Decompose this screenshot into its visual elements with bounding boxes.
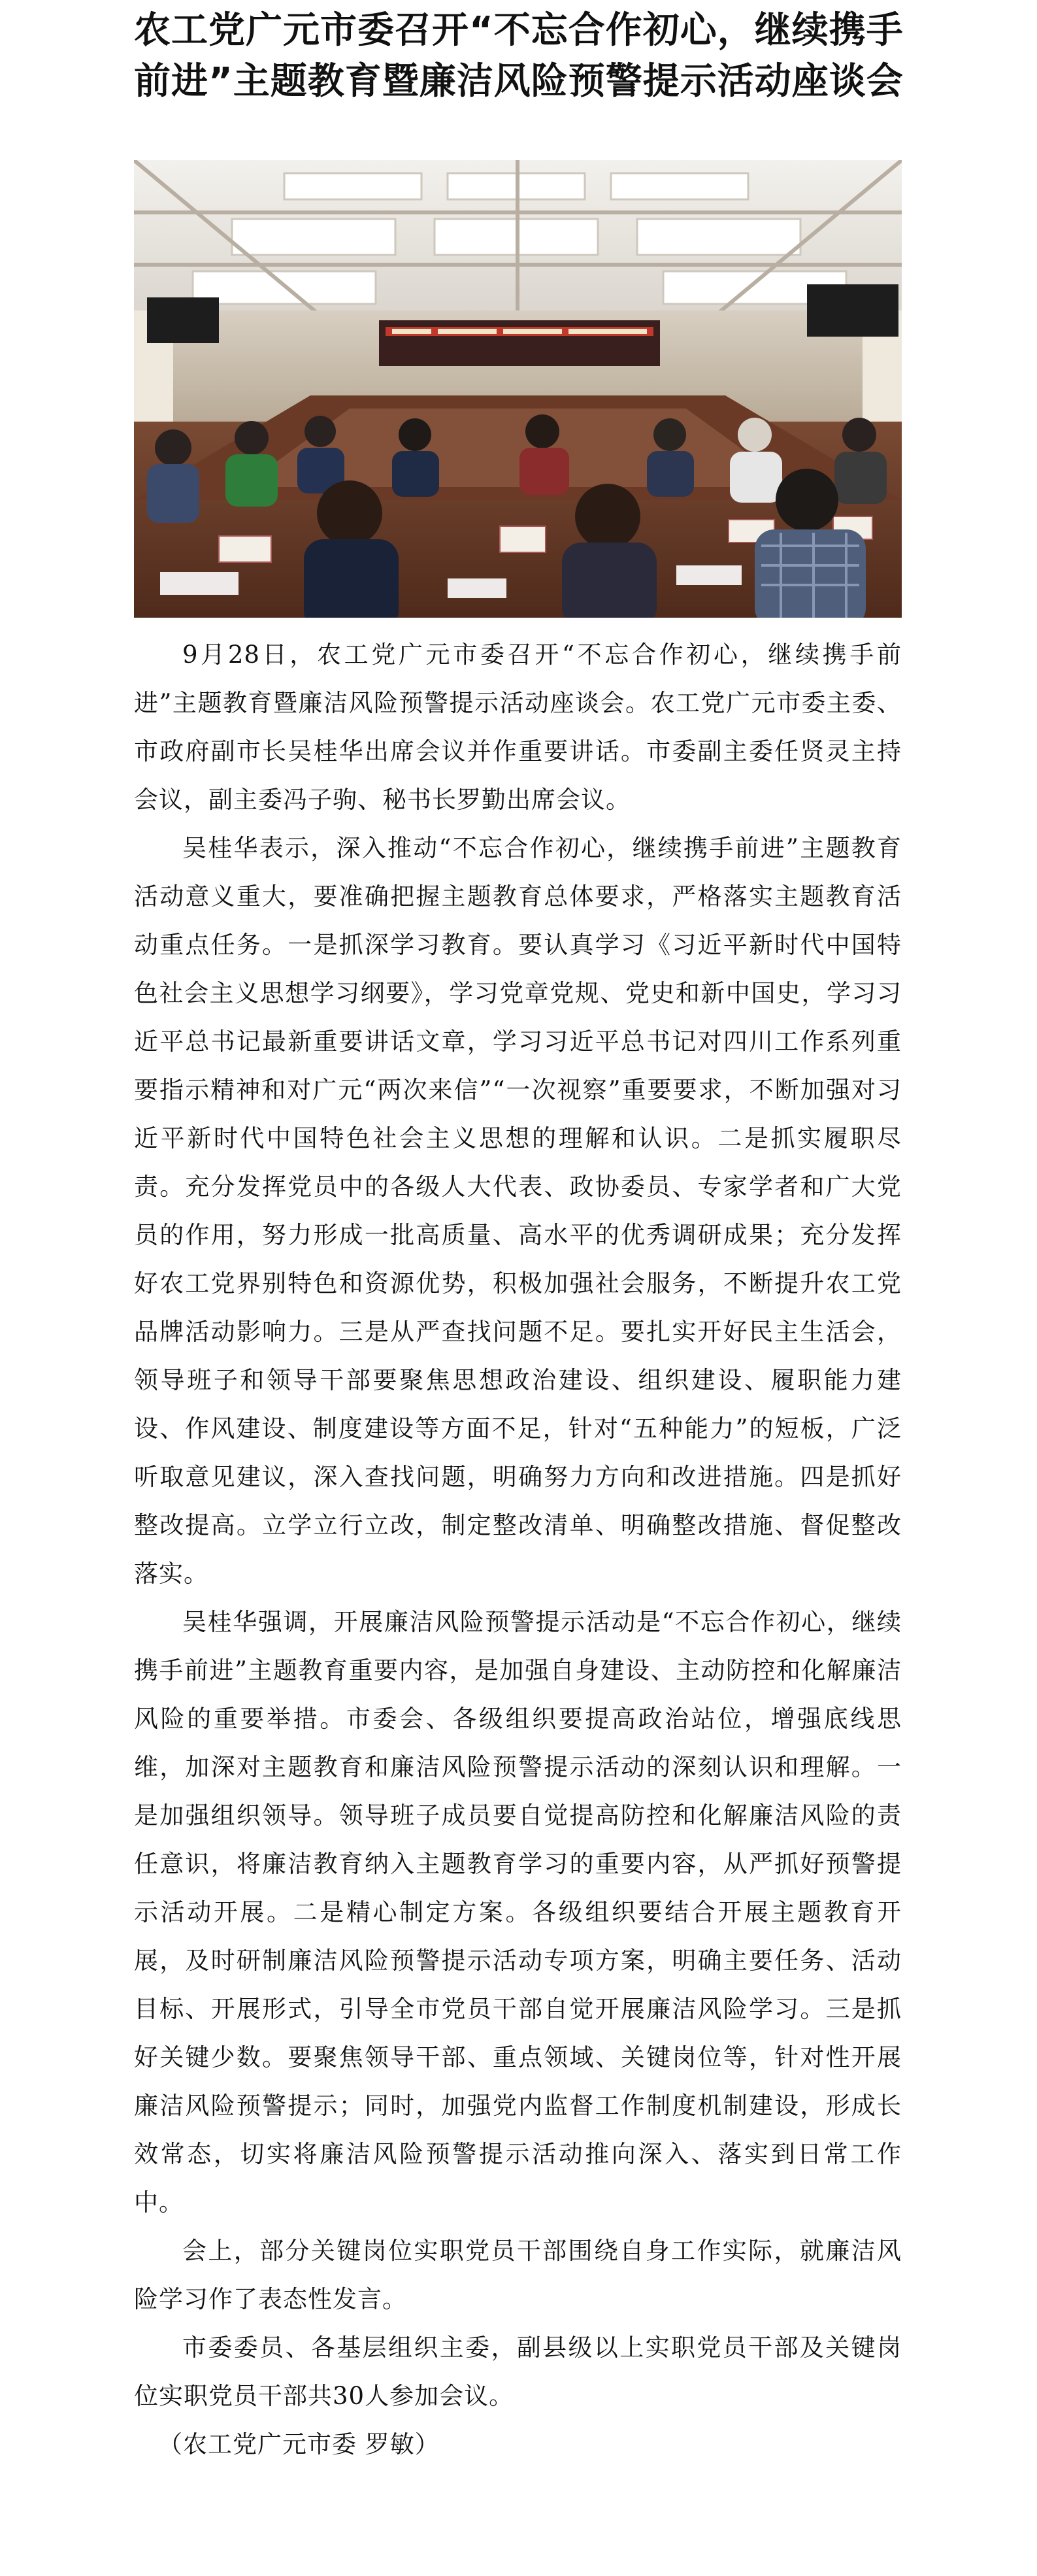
meeting-photo xyxy=(134,160,902,618)
article-body xyxy=(134,631,902,2469)
byline: （农工党广元市委 罗敏） xyxy=(158,2430,440,2458)
paragraph-1: 9月28日，农工党广元市委召开“不忘合作初心，继续携手前进”主题教育暨廉洁风险预警提示活动座谈会。农工党广元市委主委、市政府副市长吴桂华出席会议并作重要讲话。市委副主委任贤灵主持会议，副主委冯子驹、秘书长罗勤出席会议。 xyxy=(134,641,902,814)
paragraph-4: 会上，部分关键岗位实职党员干部围绕自身工作实际，就廉洁风险学习作了表态性发言。 xyxy=(134,2237,902,2313)
paragraph-5: 市委委员、各基层组织主委，副县级以上实职党员干部及关键岗位实职党员干部共30人参加会议。 xyxy=(134,2333,902,2410)
article-title: 农工党广元市委召开“不忘合作初心，继续携手前进”主题教育暨廉洁风险预警提示活动座谈会 xyxy=(134,9,904,103)
paragraph-3: 吴桂华强调，开展廉洁风险预警提示活动是“不忘合作初心，继续携手前进”主题教育重要内容，是加强自身建设、主动防控和化解廉洁风险的重要举措。市委会、各级组织要提高政治站位，增强底线思维，加深对主题教育和廉洁风险预警提示活动的深刻认识和理解。一是加强组织领导。领导班子成员要自觉提高防控和化解廉洁风险的责任意识，将廉洁教育纳入主题教育学习的重要内容，从严抓好预警提示活动开展。二是精心制定方案。各级组织要结合开展主题教育开展，及时研制廉洁风险预警提示活动专项方案，明确主要任务、活动目标、开展形式，引导全市党员干部自觉开展廉洁风险学习。三是抓好关键少数。要聚焦领导干部、重点领域、关键岗位等，针对性开展廉洁风险预警提示；同时，加强党内监督工作制度机制建设，形成长效常态，切实将廉洁风险预警提示活动推向深入、落实到日常工作中。 xyxy=(134,1608,902,2216)
paragraph-2: 吴桂华表示，深入推动“不忘合作初心，继续携手前进”主题教育活动意义重大，要准确把握主题教育总体要求，严格落实主题教育活动重点任务。一是抓深学习教育。要认真学习《习近平新时代中国特色社会主义思想学习纲要》，学习党章党规、党史和新中国史，学习习近平总书记最新重要讲话文章，学习习近平总书记对四川工作系列重要指示精神和对广元“两次来信”“一次视察”重要要求，不断加强对习近平新时代中国特色社会主义思想的理解和认识。二是抓实履职尽责。充分发挥党员中的各级人大代表、政协委员、专家学者和广大党员的作用，努力形成一批高质量、高水平的优秀调研成果；充分发挥好农工党界别特色和资源优势，积极加强社会服务，不断提升农工党品牌活动影响力。三是从严查找问题不足。要扎实开好民主生活会，领导班子和领导干部要聚焦思想政治建设、组织建设、履职能力建设、作风建设、制度建设等方面不足，针对“五种能力”的短板，广泛听取意见建议，深入查找问题，明确努力方向和改进措施。四是抓好整改提高。立学立行立改，制定整改清单、明确整改措施、督促整改落实。 xyxy=(134,834,902,1588)
